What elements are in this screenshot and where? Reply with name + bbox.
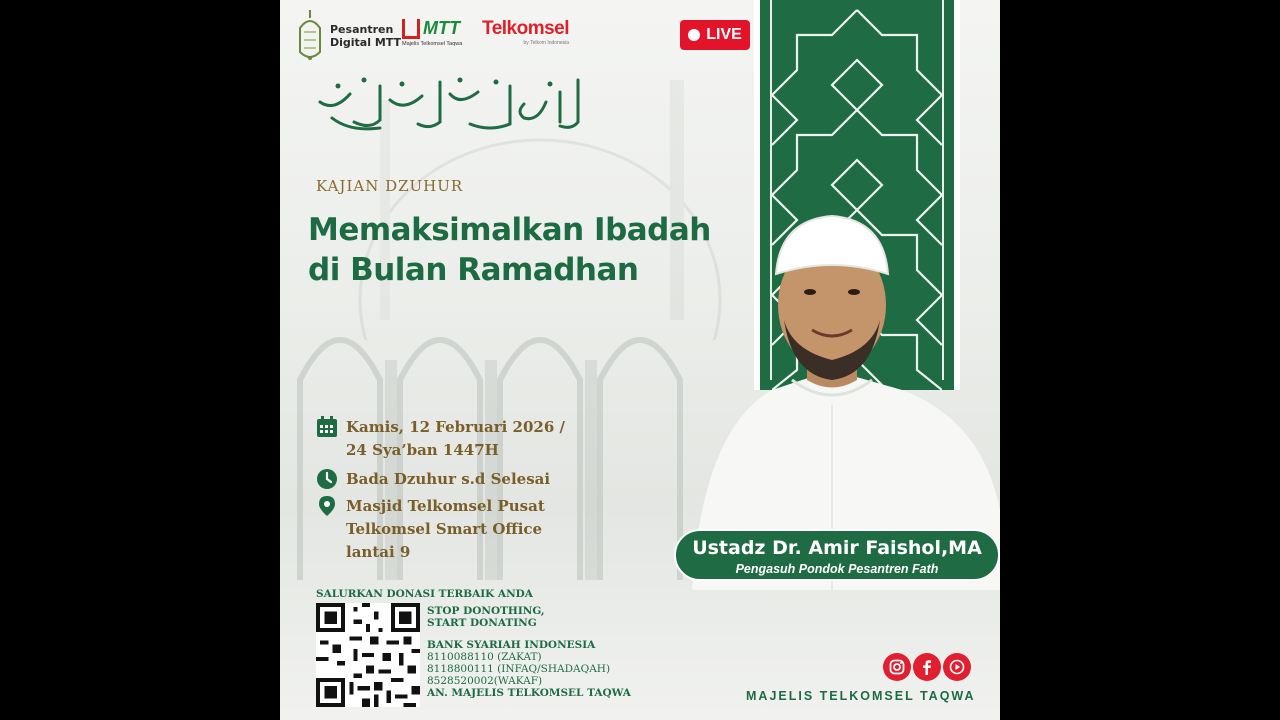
mtt-logo-name: MTT [423,18,460,38]
time-row [316,468,565,491]
account-zakat: 8110088110 (ZAKAT) [427,651,542,663]
date-line2: 24 Sya’ban 1447H [346,441,499,459]
poster [280,0,1000,720]
mtt-logo [402,18,462,47]
donation-slogan-line2: START DONATING [427,617,537,629]
telkomsel-logo-sub: by Telkom Indonesia [523,40,570,46]
social-links [883,653,971,681]
instagram-icon[interactable] [883,653,911,681]
location-row [316,495,565,564]
speaker-name: Ustadz Dr. Amir Faishol,MA [692,537,982,559]
youtube-icon[interactable] [943,653,971,681]
donation-slogan-line1: STOP DONOTHING, [427,605,545,617]
donation-heading: SALURKAN DONASI TERBAIK ANDA [316,588,533,600]
date-row [316,416,565,462]
lantern-icon [294,8,326,64]
bank-name: BANK SYARIAH INDONESIA [427,639,596,651]
clock-icon [316,468,338,490]
pesantren-digital-logo [294,8,401,64]
footer-organization: MAJELIS TELKOMSEL TAQWA [746,689,976,703]
mtt-mark-icon [402,19,420,39]
event-category: KAJIAN DZUHUR [316,177,464,195]
live-badge [680,20,750,50]
telkomsel-logo-name: Telkomsel [482,18,570,39]
account-infaq: 8118800111 (INFAQ/SHADAQAH) [427,663,611,675]
facebook-icon[interactable] [913,653,941,681]
mtt-logo-sub: Majelis Telkomsel Taqwa [402,41,463,47]
live-label: LIVE [706,26,742,43]
event-title-line1: Memaksimalkan Ibadah [308,212,711,248]
donation-qr-code[interactable] [316,603,420,707]
speaker-name-banner [674,529,1000,581]
event-details [316,416,565,564]
telkomsel-logo [482,18,569,46]
donation-info [427,605,631,699]
location-pin-icon [316,495,338,517]
event-title-line2: di Bulan Ramadhan [308,252,639,288]
place-line1: Masjid Telkomsel Pusat [346,497,545,515]
place-line3: lantai 9 [346,543,411,561]
time-text: Bada Dzuhur s.d Selesai [346,470,551,488]
event-title [308,210,728,290]
live-dot-icon [688,29,700,41]
pesantren-logo-line2: Digital MTT [330,36,402,49]
arabic-calligraphy-greeting [310,72,590,138]
place-line2: Telkomsel Smart Office [346,520,543,538]
speaker-role: Pengasuh Pondok Pesantren Fath [735,562,939,576]
account-wakaf: 8528520002(WAKAF) [427,675,543,687]
date-line1: Kamis, 12 Februari 2026 / [346,418,565,436]
calendar-icon [316,416,338,438]
pesantren-logo-line1: Pesantren [330,23,394,36]
account-holder: AN. MAJELIS TELKOMSEL TAQWA [427,687,631,699]
